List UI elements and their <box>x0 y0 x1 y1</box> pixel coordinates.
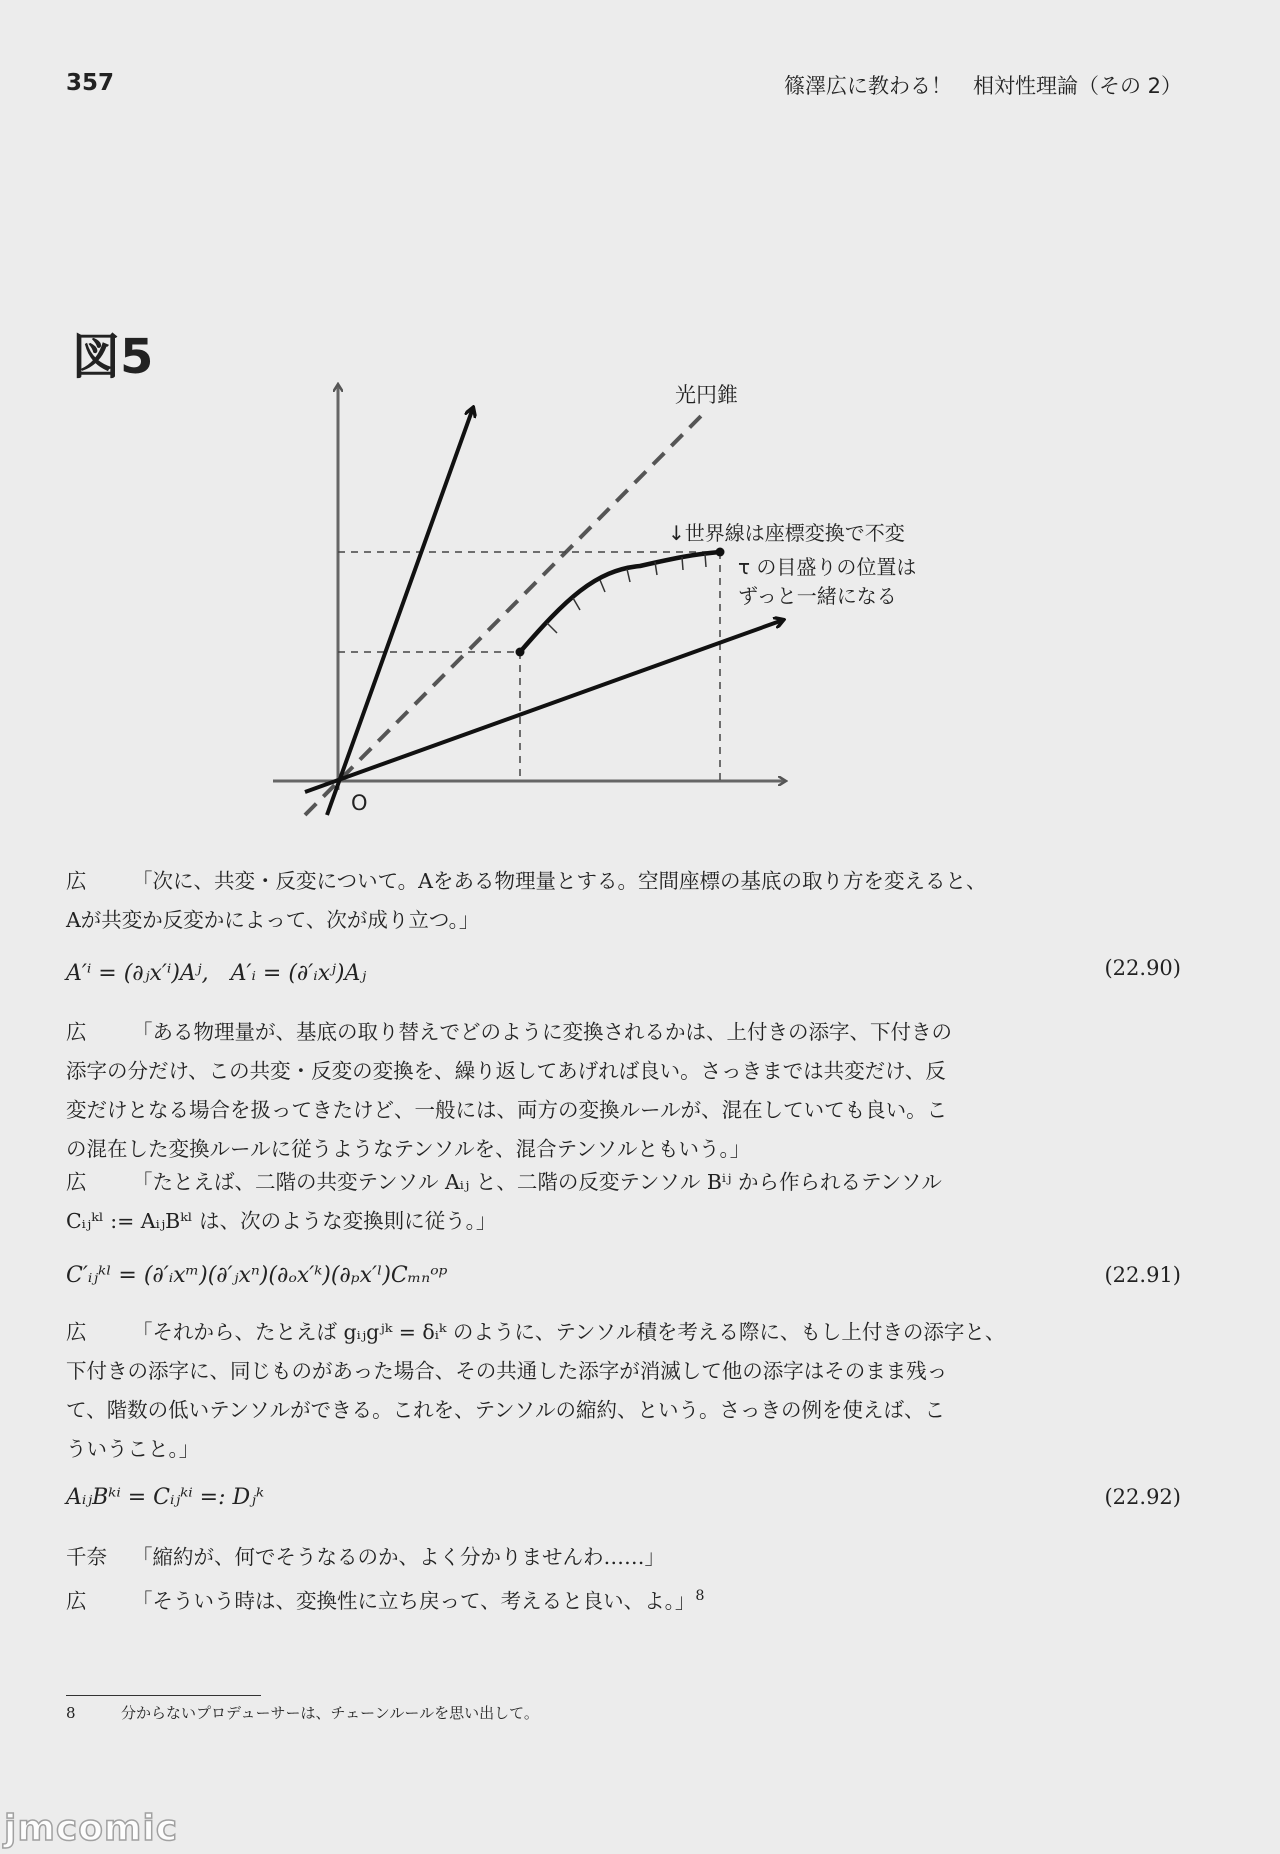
event-point-end <box>716 548 725 557</box>
text-line: 「それから、たとえば gᵢⱼgʲᵏ = δᵢᵏ のように、テンソル積を考える際に、もし上付きの添字と、 <box>132 1320 1006 1344</box>
spacetime-diagram <box>265 370 965 830</box>
footnote-reference[interactable]: 8 <box>695 1588 705 1604</box>
equation-number: (22.92) <box>1104 1485 1181 1509</box>
text-line: 「たとえば、二階の共変テンソル Aᵢⱼ と、二階の反変テンソル Bⁱʲ から作られるテンソル <box>132 1170 942 1194</box>
text-line: ういうこと。」 <box>66 1437 200 1461</box>
speaker-name: 広 <box>66 869 87 893</box>
speaker-name: 広 <box>66 1020 87 1044</box>
equation-22-90 <box>66 956 1181 987</box>
paragraph-1 <box>66 862 1006 940</box>
annotation-line-1: ↓世界線は座標変換で不変 <box>668 521 905 545</box>
watermark: jmcomic <box>4 1808 179 1849</box>
text-line: Cᵢⱼᵏˡ := AᵢⱼBᵏˡ は、次のような変換則に従う。」 <box>66 1209 497 1233</box>
text-line: の混在した変換ルールに従うようなテンソルを、混合テンソルともいう。」 <box>66 1137 751 1161</box>
light-cone-line <box>305 412 705 815</box>
text-line: 「縮約が、何でそうなるのか、よく分かりませんわ……」 <box>132 1545 665 1569</box>
equation-22-92 <box>66 1485 1181 1510</box>
speaker-name: 広 <box>66 1170 87 1194</box>
equation-number: (22.90) <box>1104 956 1181 980</box>
paragraph-6 <box>66 1577 1006 1621</box>
paragraph-5 <box>66 1538 1006 1577</box>
paragraph-3 <box>66 1163 1006 1241</box>
light-cone-label: 光円錐 <box>675 383 738 407</box>
paragraph-2 <box>66 1013 1006 1169</box>
equation-text: A′ⁱ = (∂ⱼx′ⁱ)Aʲ, A′ᵢ = (∂′ᵢxʲ)Aⱼ <box>66 961 367 986</box>
origin-label: O <box>351 791 368 815</box>
speaker-name: 広 <box>66 1588 87 1613</box>
footnote-rule <box>66 1695 261 1696</box>
speaker-name: 千奈 <box>66 1545 107 1569</box>
annotation-line-2: τ の目盛りの位置は <box>738 555 917 579</box>
equation-number: (22.91) <box>1104 1263 1181 1287</box>
text-line: Aが共変か反変かによって、次が成り立つ。」 <box>66 908 480 932</box>
text-line: て、階数の低いテンソルができる。これを、テンソルの縮約、という。さっきの例を使えば、こ <box>66 1398 946 1422</box>
footnote-number: 8 <box>66 1704 76 1722</box>
footnote-text: 分からないプロデューサーは、チェーンルールを思い出して。 <box>121 1704 539 1722</box>
text-line: 「次に、共変・反変について。Aをある物理量とする。空間座標の基底の取り方を変えると、 <box>132 869 987 893</box>
speaker-name: 広 <box>66 1320 87 1344</box>
text-line: 下付きの添字に、同じものがあった場合、その共通した添字が消滅して他の添字はそのまま残っ <box>66 1359 948 1383</box>
event-point-start <box>516 648 525 657</box>
annotation-line-3: ずっと一緒になる <box>738 584 897 608</box>
equation-text: C′ᵢⱼᵏˡ = (∂′ᵢxᵐ)(∂′ⱼxⁿ)(∂ₒx′ᵏ)(∂ₚx′ˡ)Cₘₙᵒᵖ <box>66 1263 448 1288</box>
text-line: 「そういう時は、変換性に立ち戻って、考えると良い、よ。」 <box>132 1588 696 1613</box>
text-line: 添字の分だけ、この共変・反変の変換を、繰り返してあげれば良い。さっきまでは共変だけ、反 <box>66 1059 946 1083</box>
text-line: 「ある物理量が、基底の取り替えでどのように変換されるかは、上付きの添字、下付きの <box>132 1020 952 1044</box>
footnote <box>66 1702 539 1723</box>
figure-label: 図5 <box>72 329 154 385</box>
boosted-space-axis <box>305 620 783 792</box>
equation-22-91 <box>66 1263 1181 1288</box>
running-title: 篠澤広に教わる！ 相対性理論（その 2） <box>783 74 1182 98</box>
boosted-time-axis <box>327 408 473 815</box>
paragraph-4 <box>66 1313 1006 1469</box>
page-number: 357 <box>66 70 115 96</box>
equation-text: AᵢⱼBᵏⁱ = Cᵢⱼᵏⁱ =: Dⱼᵏ <box>66 1485 264 1510</box>
text-line: 変だけとなる場合を扱ってきたけど、一般には、両方の変換ルールが、混在していても良い。こ <box>66 1098 948 1122</box>
